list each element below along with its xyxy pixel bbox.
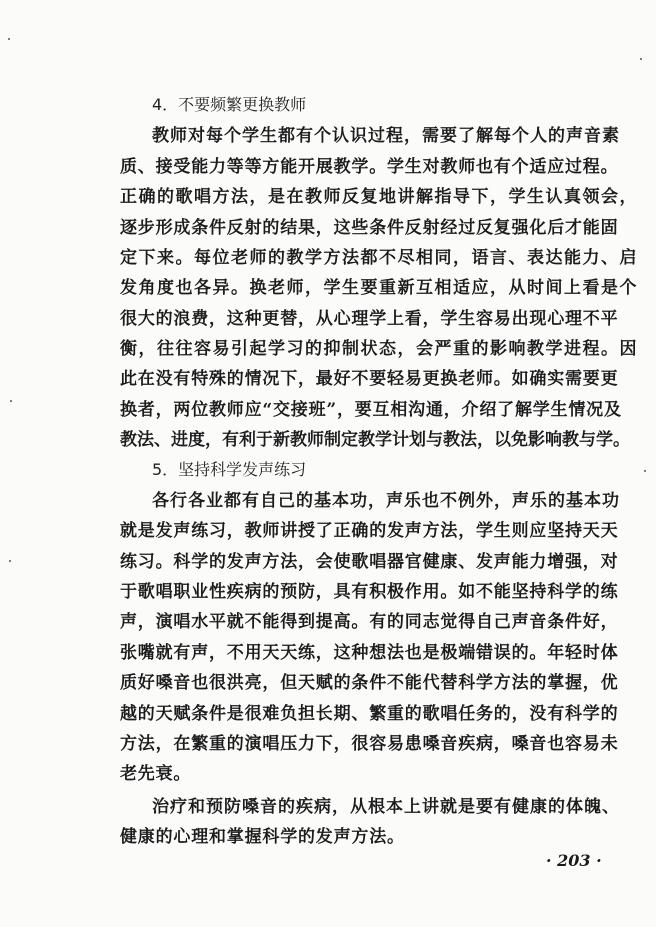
paragraph-line: 发角度也各异。换老师，学生要重新互相适应，从时间上看是个 [120, 278, 638, 298]
paragraph-line: 逐步形成条件反射的结果，这些条件反射经过反复强化后才能固 [120, 218, 619, 238]
paragraph-line: 换者，两位教师应“交接班”，要互相沟通，介绍了解学生情况及 [120, 400, 622, 420]
paragraph-line: 各行各业都有自己的基本功，声乐也不例外，声乐的基本功 [152, 491, 620, 511]
scan-speck [10, 400, 12, 402]
paragraph-line: 老先衰。 [120, 764, 192, 784]
paragraph-line: 就是发声练习，教师讲授了正确的发声方法，学生则应坚持天天 [120, 521, 619, 541]
scan-speck [644, 470, 646, 472]
paragraph-line: 治疗和预防嗓音的疾病，从根本上讲就是要有健康的体魄、 [152, 797, 620, 817]
paragraph-line: 很大的浪费，这种更替，从心理学上看，学生容易出现心理不平 [120, 309, 619, 329]
page-number: · 203 · [546, 851, 602, 870]
scan-speck [8, 38, 10, 40]
paragraph-line: 张嘴就有声，不用天天练，这种想法也是极端错误的。年轻时体 [120, 643, 619, 663]
scan-speck [640, 58, 642, 60]
paragraph-line: 衡，往往容易引起学习的抑制状态，会严重的影响教学进程。因 [120, 339, 638, 359]
paragraph-line: 此在没有特殊的情况下，最好不要轻易更换老师。如确实需要更 [120, 369, 619, 389]
paragraph-line: 正确的歌唱方法，是在教师反复地讲解指导下，学生认真领会， [120, 187, 638, 207]
paragraph-line: 方法，在繁重的演唱压力下，很容易患嗓音疾病，嗓音也容易未 [120, 734, 619, 754]
paragraph-line: 健康的心理和掌握科学的发声方法。 [120, 827, 405, 847]
paragraph-line: 练习。科学的发声方法，会使歌唱器官健康、发声能力增强，对 [120, 552, 619, 572]
paragraph-line: 教师对每个学生都有个认识过程，需要了解每个人的声音素 [152, 126, 620, 146]
scan-speck [9, 560, 11, 562]
paragraph-line: 定下来。每位老师的教学方法都不尽相同，语言、表达能力、启 [120, 248, 638, 268]
section-heading: 4．不要频繁更换教师 [152, 95, 307, 114]
paragraph-line: 于歌唱职业性疾病的预防，具有积极作用。如不能坚持科学的练 [120, 582, 619, 602]
paragraph-line: 声，演唱水平就不能得到提高。有的同志觉得自己声音条件好， [120, 612, 619, 632]
paragraph-line: 教法、进度，有利于新教师制定教学计划与教法，以免影响教与学。 [120, 430, 630, 450]
paragraph-line: 质、接受能力等等方能开展教学。学生对教师也有个适应过程。 [120, 157, 619, 177]
paragraph-line: 质好嗓音也很洪亮，但天赋的条件不能代替科学方法的掌握，优 [120, 673, 619, 693]
paragraph-line: 越的天赋条件是很难负担长期、繁重的歌唱任务的，没有科学的 [120, 704, 619, 724]
section-heading: 5．坚持科学发声练习 [152, 460, 307, 479]
